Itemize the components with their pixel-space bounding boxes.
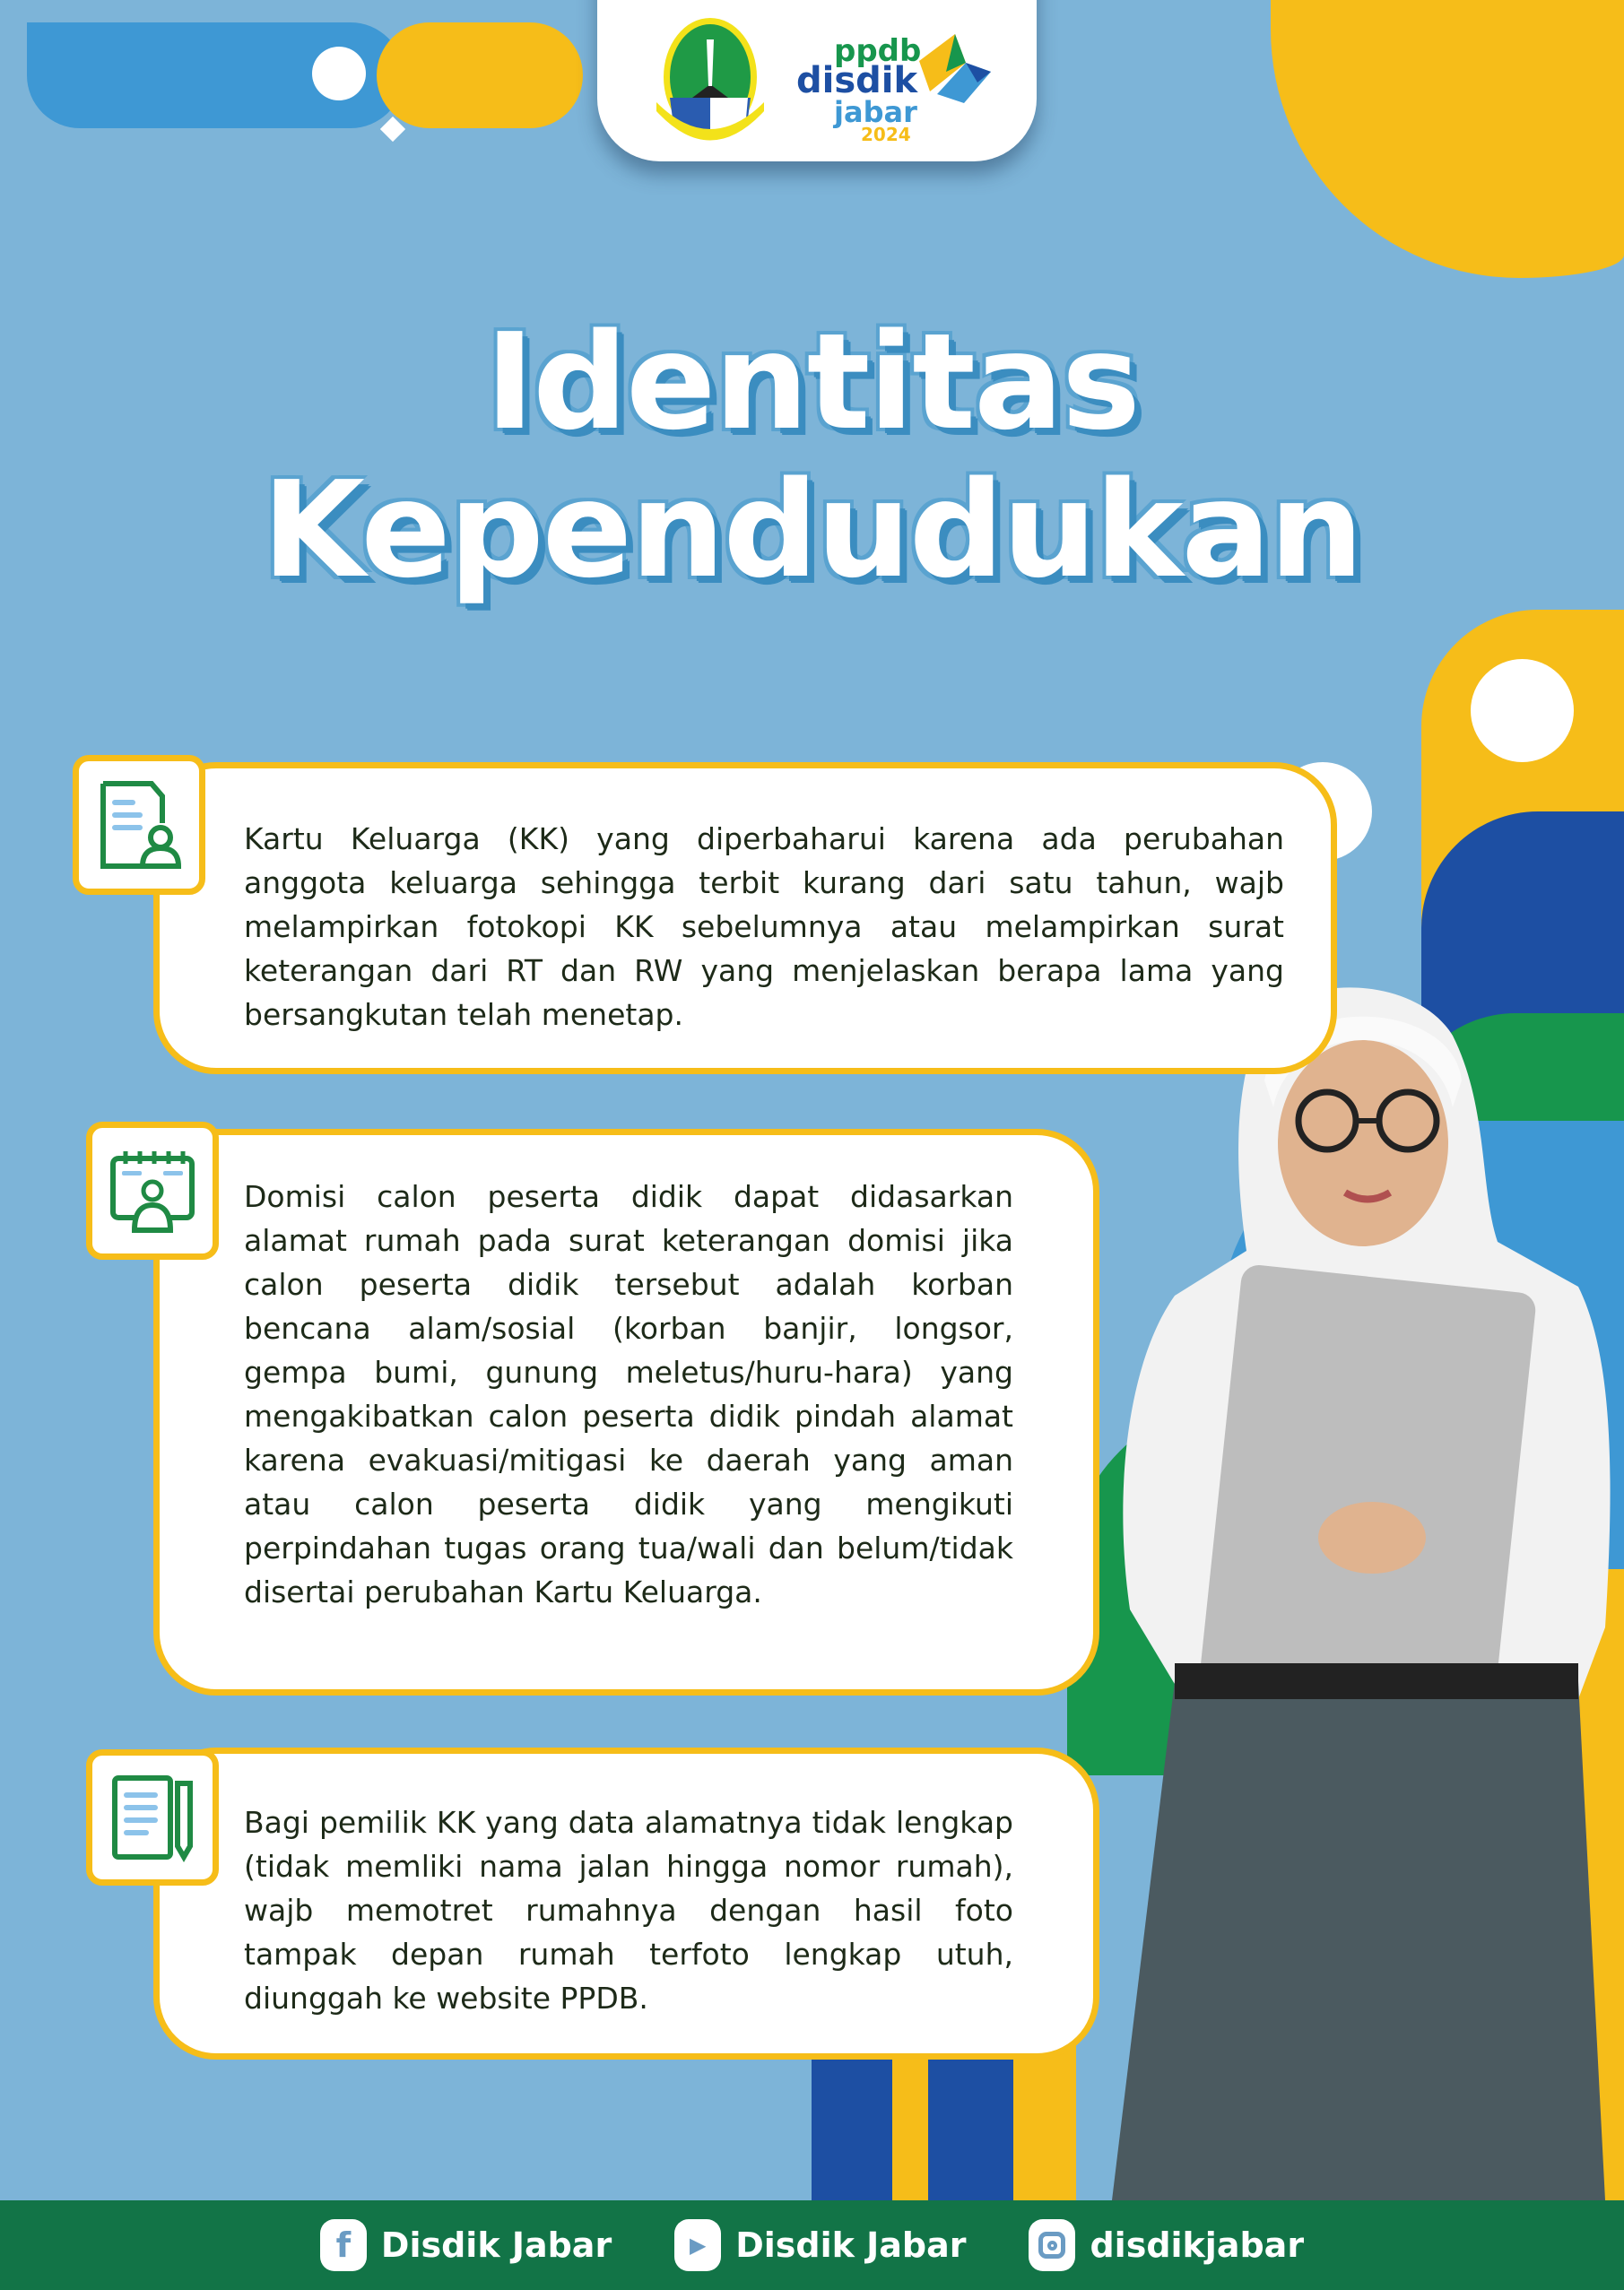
info-card-3-iconbox [86, 1749, 219, 1886]
document-pencil-icon [109, 1773, 195, 1862]
title-line-2: Kependudukan [262, 453, 1362, 607]
instagram-link[interactable] [1029, 2219, 1304, 2271]
certificate-person-icon [108, 1148, 197, 1234]
info-card-1-text: Kartu Keluarga (KK) yang diperbaharui karena ada perubahan anggota keluarga sehingga terbit kurang dari satu tahun, wajb melampirkan fotokopi KK sebelumnya atau melampirkan surat keterangan dari RT dan RW yang menjelaskan berapa lama yang bersangkutan telah menetap. [244, 821, 1284, 1032]
info-card-3 [153, 1748, 1099, 2060]
youtube-icon: ▶ [674, 2219, 721, 2271]
jabar-emblem [647, 13, 773, 147]
student-photo [1076, 982, 1614, 2200]
facebook-label: Disdik Jabar [380, 2225, 612, 2265]
facebook-icon: f [320, 2219, 367, 2271]
footer-social-bar [0, 2200, 1624, 2290]
book-icon [910, 27, 995, 112]
info-card-2-iconbox [86, 1122, 219, 1260]
decor-yellow-pill [377, 22, 583, 128]
info-card-1-iconbox [73, 755, 205, 895]
facebook-link[interactable] [320, 2219, 612, 2271]
logo-disdik-text: disdik [796, 60, 918, 101]
document-person-icon [96, 778, 182, 872]
logo-jabar-text: jabar [834, 95, 917, 129]
info-card-2-text: Domisi calon peserta didik dapat didasarkan alamat rumah pada surat keterangan domisi jika calon peserta didik tersebut adalah korban bencana alam/sosial (korban banjir, longsor, gempa bumi, gunung meletus/huru-hara) yang mengakibatkan calon peserta didik pindah alamat karena evakuasi/mitigasi ke daerah yang aman atau calon peserta didik yang mengikuti perpindahan tugas orang tua/wali dan belum/tidak disertai perubahan Kartu Keluarga. [244, 1179, 1013, 1609]
info-card-2 [153, 1129, 1099, 1696]
decor-white-circle [312, 47, 366, 100]
student-illustration [1076, 982, 1614, 2200]
youtube-label: Disdik Jabar [735, 2225, 967, 2265]
youtube-link[interactable] [674, 2219, 966, 2271]
ppdb-disdik-logo [794, 33, 1009, 152]
instagram-label: disdikjabar [1090, 2225, 1305, 2265]
instagram-icon [1029, 2219, 1075, 2271]
logo-ppdb-text: ppdb [834, 33, 922, 69]
decor-yellow-circle [1271, 0, 1624, 278]
decor-white-dot [1471, 659, 1574, 762]
info-card-3-text: Bagi pemilik KK yang data alamatnya tidak lengkap (tidak memliki nama jalan hingga nomor rumah), wajb memotret rumahnya dengan hasil foto tampak depan rumah terfoto lengkap utuh, diunggah ke website PPDB. [244, 1805, 1013, 2016]
title-line-1: Identitas [485, 305, 1139, 459]
info-card-1 [153, 762, 1337, 1074]
logo-year-text: 2024 [861, 124, 911, 145]
